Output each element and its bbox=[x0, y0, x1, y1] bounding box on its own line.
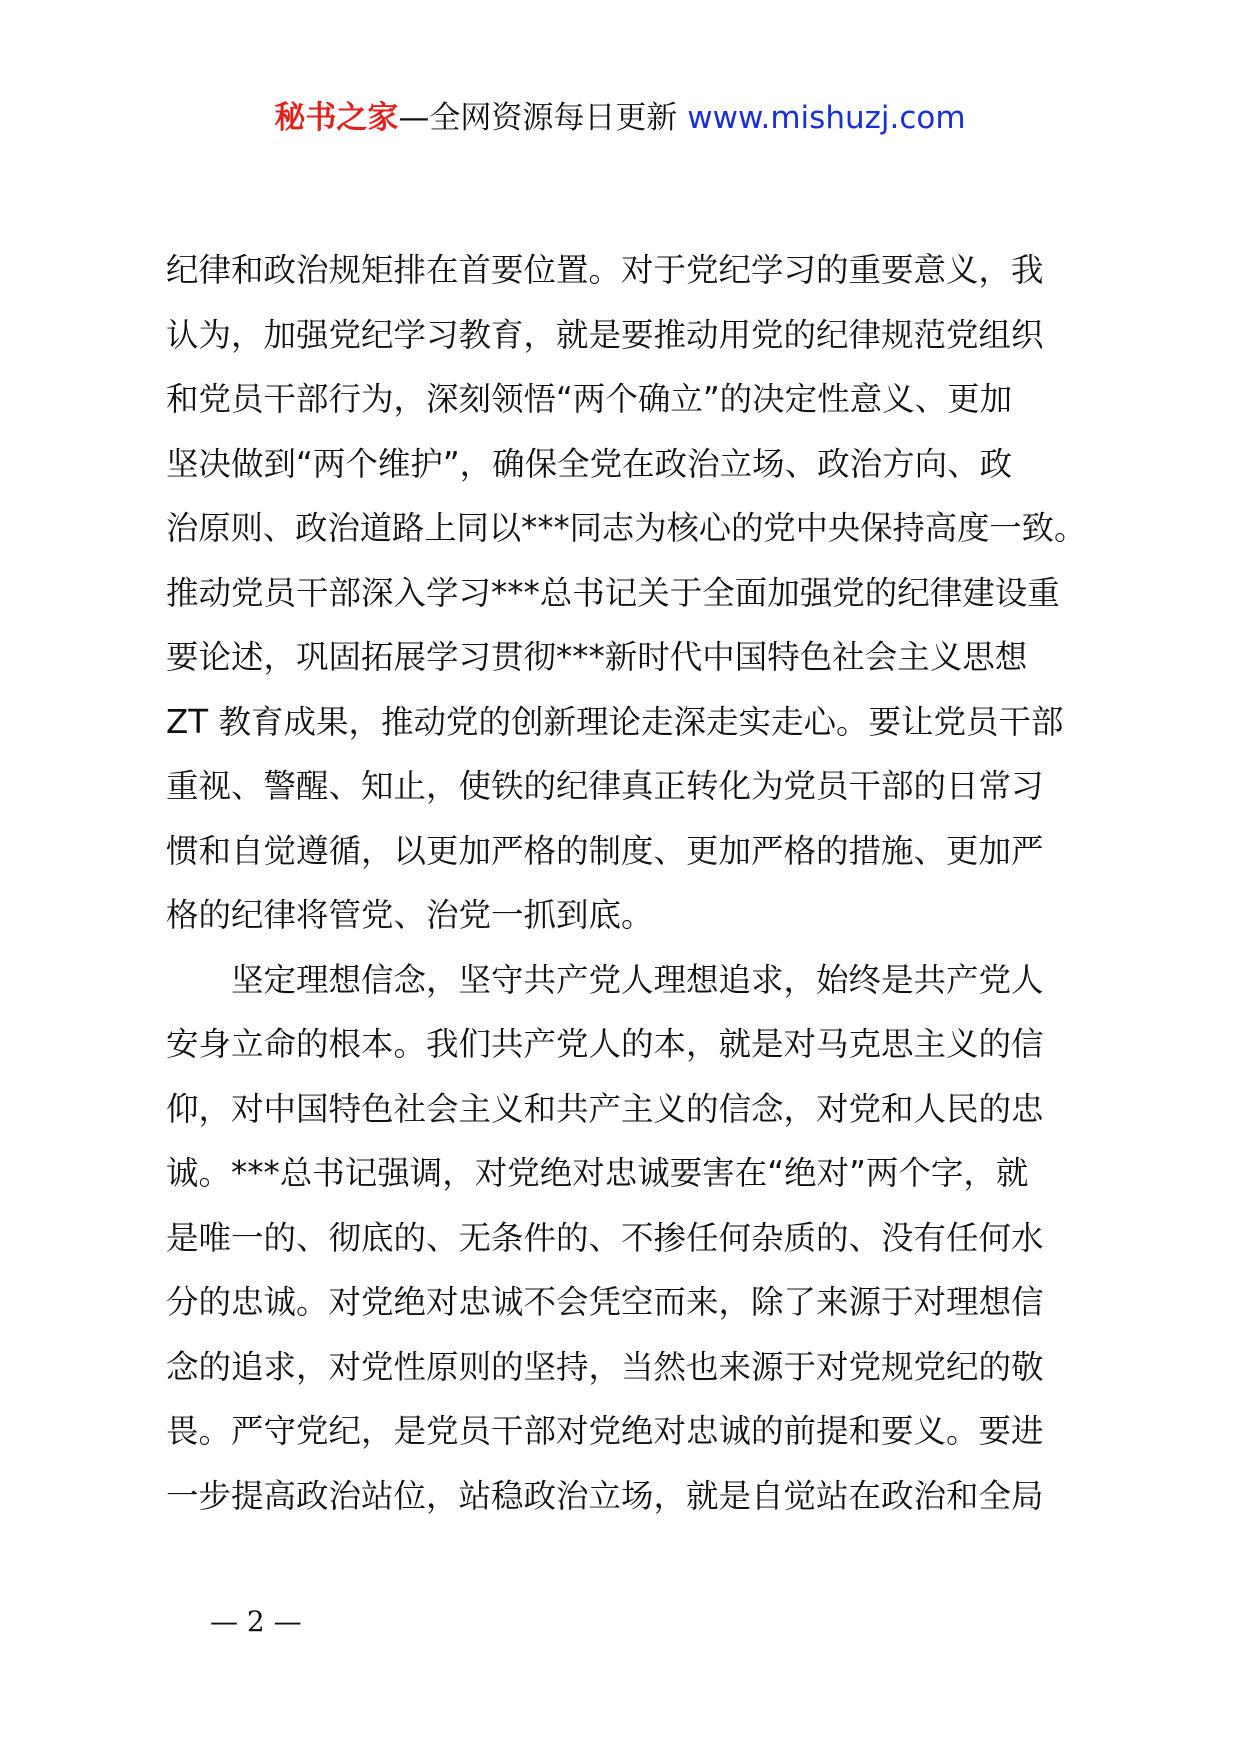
text-line: 坚定理想信念，坚守共产党人理想追求，始终是共产党人 bbox=[166, 960, 1044, 999]
text-line: 安身立命的根本。我们共产党人的本，就是对马克思主义的信 bbox=[166, 1025, 1044, 1063]
text-line: 要论述，巩固拓展学习贯彻***新时代中国特色社会主义思想 bbox=[166, 638, 1028, 676]
site-brand: 秘书之家 bbox=[274, 100, 399, 136]
text-line: 推动党员干部深入学习***总书记关于全面加强党的纪律建设重 bbox=[166, 573, 1060, 612]
text-line: 是唯一的、彻底的、无条件的、不掺任何杂质的、没有任何水 bbox=[166, 1218, 1044, 1257]
text-line: 认为，加强党纪学习教育，就是要推动用党的纪律规范党组织 bbox=[166, 315, 1044, 354]
text-line: 一步提高政治站位，站稳政治立场，就是自觉站在政治和全局 bbox=[166, 1476, 1044, 1515]
text-line: 诚。***总书记强调，对党绝对忠诚要害在“绝对”两个字，就 bbox=[166, 1154, 1029, 1192]
text-line: 念的追求，对党性原则的坚持，当然也来源于对党规党纪的敬 bbox=[166, 1347, 1044, 1386]
text-line: 格的纪律将管党、治党一抓到底。 bbox=[166, 896, 654, 934]
text-line: 治原则、政治道路上同以***同志为核心的党中央保持高度一致。 bbox=[166, 509, 1087, 547]
text-line: ZT 教育成果，推动党的创新理论走深走实走心。要让党员干部 bbox=[166, 702, 1064, 741]
site-header bbox=[0, 98, 1240, 138]
text-line: 仰，对中国特色社会主义和共产主义的信念，对党和人民的忠 bbox=[166, 1089, 1044, 1128]
text-line: 纪律和政治规矩排在首要位置。对于党纪学习的重要意义，我 bbox=[166, 251, 1044, 289]
text-line: 坚决做到“两个维护”，确保全党在政治立场、政治方向、政 bbox=[166, 444, 1013, 483]
text-line: 分的忠诚。对党绝对忠诚不会凭空而来，除了来源于对理想信 bbox=[166, 1283, 1044, 1321]
site-url[interactable]: www.mishuzj.com bbox=[687, 100, 966, 136]
text-line: 和党员干部行为，深刻领悟“两个确立”的决定性意义、更加 bbox=[166, 380, 1013, 418]
site-tagline: —全网资源每日更新 bbox=[398, 100, 688, 136]
document-body bbox=[166, 238, 1086, 1528]
page-number: — 2 — bbox=[210, 1605, 302, 1638]
text-line: 畏。严守党纪，是党员干部对党绝对忠诚的前提和要义。要进 bbox=[166, 1412, 1044, 1450]
text-line: 惯和自觉遵循，以更加严格的制度、更加严格的措施、更加严 bbox=[166, 831, 1044, 870]
text-line: 重视、警醒、知止，使铁的纪律真正转化为党员干部的日常习 bbox=[166, 767, 1044, 805]
